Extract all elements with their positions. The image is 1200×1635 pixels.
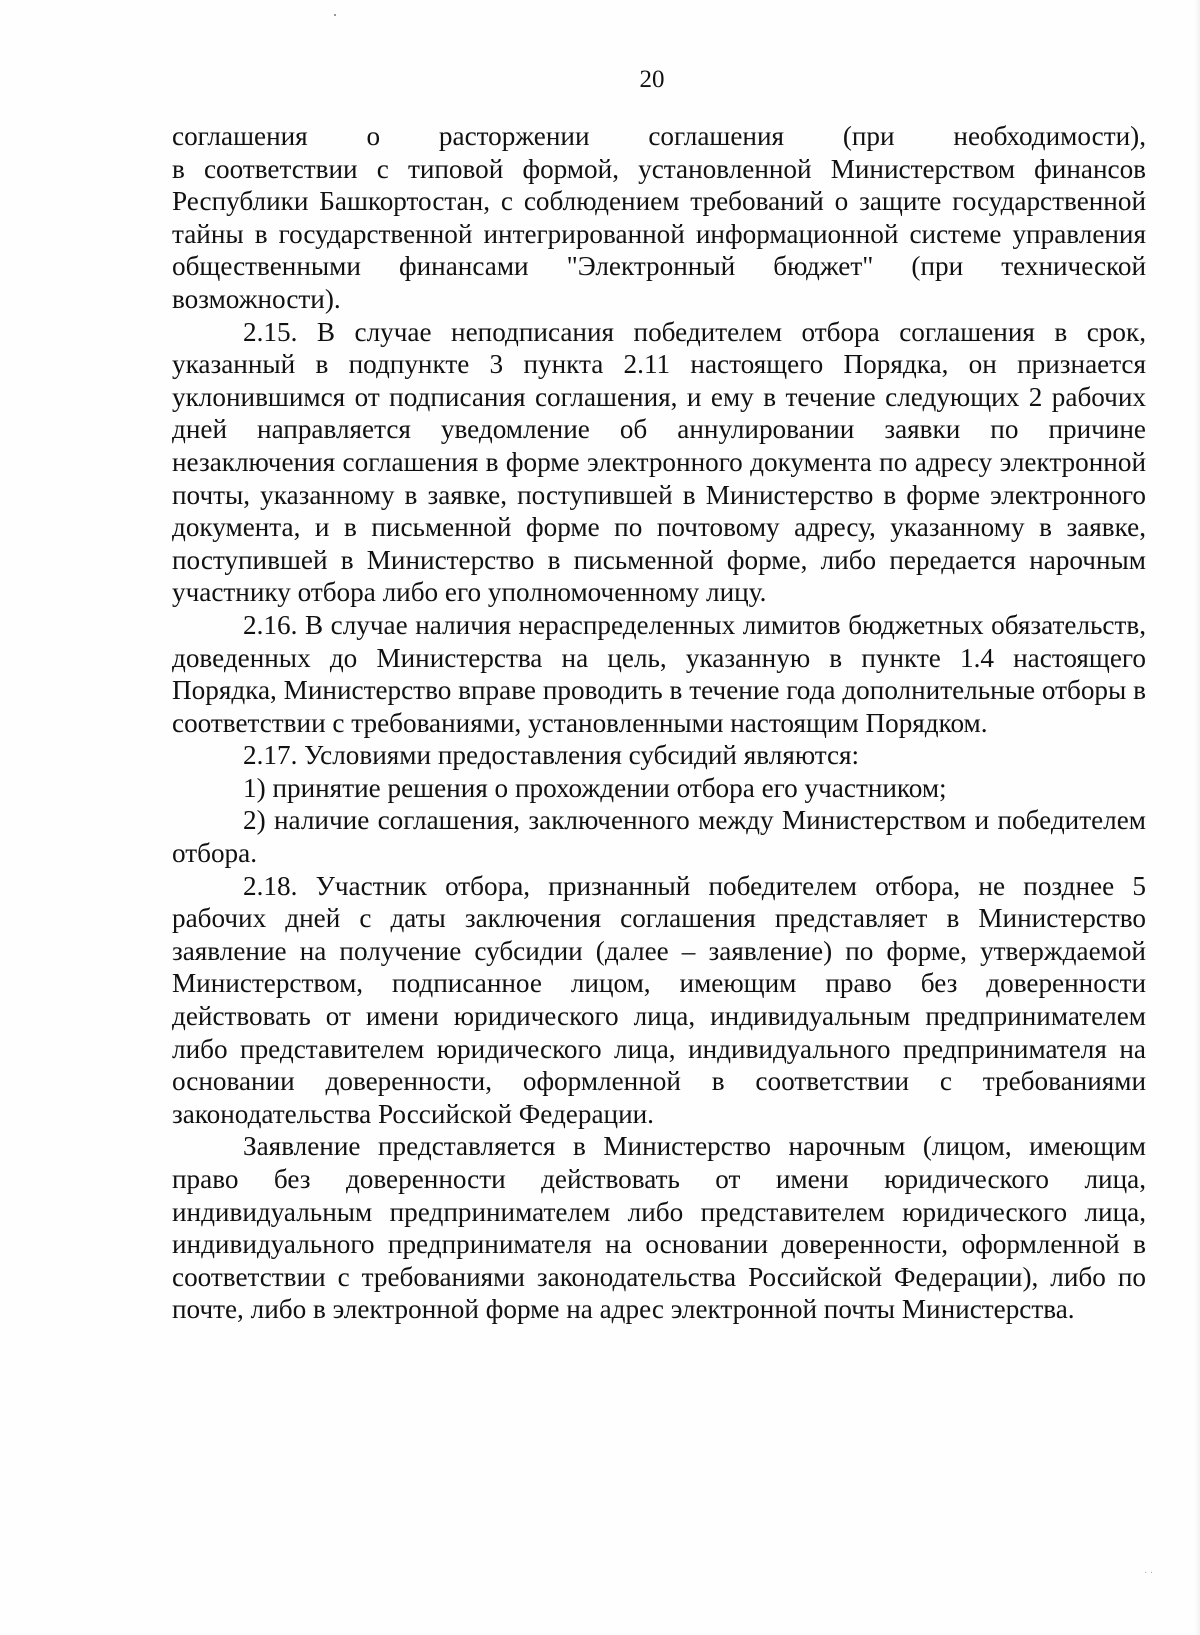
scan-artifact: · · [1144,1568,1154,1579]
paragraph-2-15: 2.15. В случае неподписания победителем отбора соглашения в срок, указанный в подпункте 3 пункта 2.11 настоящего Порядка, он признается уклонившимся от подписания соглашения, и ему в течение следующих 2 рабочих дней направляется уведомление об аннулировании заявки по причине незаключения соглашения в форме электронного документа по адресу электронной почты, указанному в заявке, поступившей в Министерство в форме электронного документа, и в письменной форме по почтовому адресу, указанному в заявке, поступившей в Министерство в письменной форме, либо передается нарочным участнику отбора либо его уполномоченному лицу. [172,316,1146,608]
scan-mark [334,14,336,16]
paragraph-continuation: в соответствии с типовой формой, установленной Министерством финансов Республики Башкортостан, с соблюдением требований о защите государственной тайны в государственной интегрированной информационной системе управления общественными финансами "Электронный бюджет" (при технической возможности). [172,153,1146,314]
paragraph-2-18: 2.18. Участник отбора, признанный победителем отбора, не позднее 5 рабочих дней с даты заключения соглашения представляет в Министерство заявление на получение субсидии (далее – заявление) по форме, утверждаемой Министерством, подписанное лицом, имеющим право без доверенности действовать от имени юридического лица, индивидуальным предпринимателем либо представителем юридического лица, индивидуального предпринимателя на основании доверенности, оформленной в соответствии с требованиями законодательства Российской Федерации. [172,870,1146,1129]
paragraph-2-17: 2.17. Условиями предоставления субсидий являются: [243,740,860,771]
paragraph-2-16: 2.16. В случае наличия нераспределенных лимитов бюджетных обязательств, доведенных до Министерства на цель, указанную в пункте 1.4 настоящего Порядка, Министерство вправе проводить в течение года дополнительные отборы в соответствии с требованиями, установленными настоящим Порядком. [172,609,1146,738]
document-body [172,120,1146,1326]
list-item-2: 2) наличие соглашения, заключенного между Министерством и победителем отбора. [172,805,1146,869]
paragraph-application-submission: Заявление представляется в Министерство нарочным (лицом, имеющим право без доверенности действовать от имени юридического лица, индивидуальным предпринимателем либо представителем юридического лица, индивидуального предпринимателя на основании доверенности, оформленной в соответствии с требованиями законодательства Российской Федерации), либо по почте, либо в электронной форме на адрес электронной почты Министерства. [172,1131,1146,1325]
list-item-1: 1) принятие решения о прохождении отбора его участником; [243,772,947,803]
page-edge-shadow [1194,0,1200,1635]
paragraph-continuation-first-line: соглашения о расторжении соглашения (при необходимости), [172,121,1146,151]
page-number: 20 [639,66,665,93]
